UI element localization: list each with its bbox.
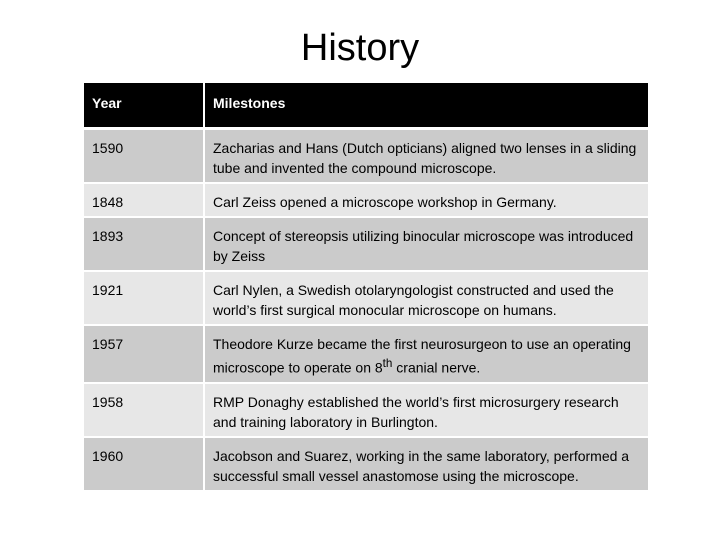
milestone-cell: Concept of stereopsis utilizing binocular microscope was introduced by Zeiss (205, 216, 648, 270)
column-header-year: Year (84, 83, 205, 127)
year-cell: 1960 (84, 436, 205, 490)
slide-title: History (300, 27, 420, 69)
milestone-cell: RMP Donaghy established the world’s first microsurgery research and training laboratory in Burlington. (205, 382, 648, 436)
table-row (84, 270, 648, 324)
table-header-row (84, 83, 648, 127)
table-row (84, 216, 648, 270)
year-cell: 1590 (84, 127, 205, 182)
year-cell: 1958 (84, 382, 205, 436)
milestone-cell: Zacharias and Hans (Dutch opticians) aligned two lenses in a sliding tube and invented the compound microscope. (205, 127, 648, 182)
milestone-cell: Carl Zeiss opened a microscope workshop in Germany. (205, 182, 648, 216)
milestone-cell: Carl Nylen, a Swedish otolaryngologist constructed and used the world’s first surgical monocular microscope on humans. (205, 270, 648, 324)
table-row (84, 382, 648, 436)
year-cell: 1921 (84, 270, 205, 324)
milestone-cell: Jacobson and Suarez, working in the same laboratory, performed a successful small vessel anastomose using the microscope. (205, 436, 648, 490)
milestone-text: Theodore Kurze became the first neurosurgeon to use an operating microscope to operate on 8 (213, 336, 631, 376)
year-cell: 1893 (84, 216, 205, 270)
table-row (84, 324, 648, 382)
year-cell: 1848 (84, 182, 205, 216)
history-table (84, 83, 648, 490)
table-row (84, 182, 648, 216)
ordinal-superscript: th (382, 357, 393, 370)
table-row (84, 127, 648, 182)
table-row (84, 436, 648, 490)
column-header-milestones: Milestones (205, 83, 648, 127)
milestone-text-end: cranial nerve. (392, 359, 481, 376)
milestone-cell (205, 324, 648, 382)
year-cell: 1957 (84, 324, 205, 382)
